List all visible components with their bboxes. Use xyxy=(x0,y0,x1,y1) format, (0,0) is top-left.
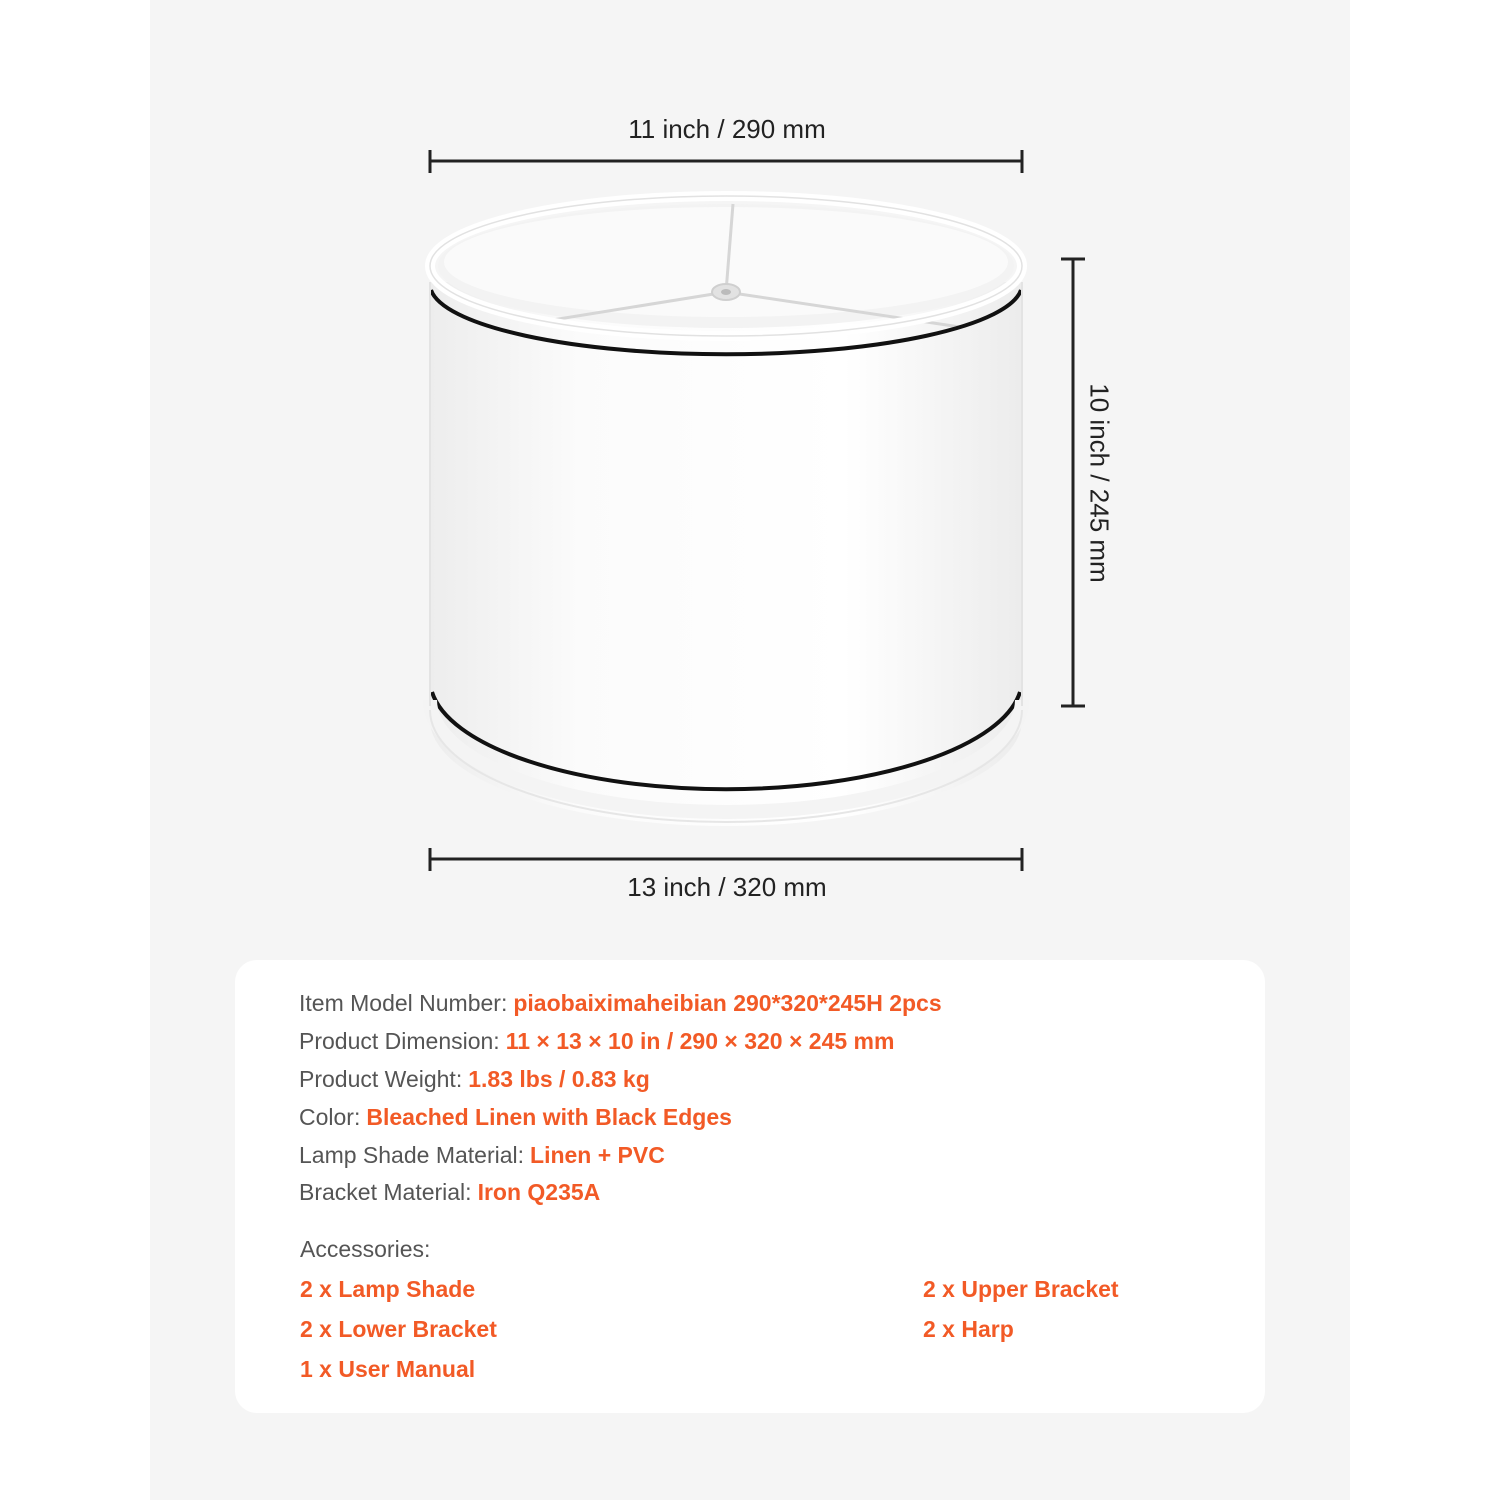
spec-value: Iron Q235A xyxy=(477,1179,601,1205)
spec-color xyxy=(299,1104,732,1131)
top-width-label: 11 inch / 290 mm xyxy=(628,114,826,144)
spec-shade-material xyxy=(299,1142,665,1169)
accessory-item: 2 x Lamp Shade xyxy=(300,1276,476,1302)
accessories-title: Accessories: xyxy=(300,1236,431,1262)
spec-model-number xyxy=(299,990,942,1017)
spec-label: Product Weight: xyxy=(299,1066,463,1092)
spec-product-weight xyxy=(299,1066,650,1093)
spec-value: piaobaiximaheibian 290*320*245H 2pcs xyxy=(513,990,942,1016)
spec-value: Bleached Linen with Black Edges xyxy=(366,1104,732,1130)
spec-value: 11 × 13 × 10 in / 290 × 320 × 245 mm xyxy=(505,1028,895,1054)
spec-label: Product Dimension: xyxy=(299,1028,500,1054)
bottom-width-label: 13 inch / 320 mm xyxy=(627,872,827,902)
spec-product-dimension xyxy=(299,1028,894,1055)
accessory-item: 2 x Harp xyxy=(923,1316,1014,1342)
accessory-item: 1 x User Manual xyxy=(300,1356,476,1382)
accessory-item: 2 x Upper Bracket xyxy=(923,1276,1119,1302)
spec-label: Color: xyxy=(299,1104,361,1130)
spec-bracket-material xyxy=(299,1179,600,1206)
spec-value: 1.83 lbs / 0.83 kg xyxy=(468,1066,650,1092)
spec-label: Bracket Material: xyxy=(299,1179,472,1205)
spec-label: Lamp Shade Material: xyxy=(299,1142,525,1168)
lamp-shade-body xyxy=(430,196,1022,826)
height-label: 10 inch / 245 mm xyxy=(1084,383,1115,583)
spec-value: Linen + PVC xyxy=(530,1142,665,1168)
top-dimension-line xyxy=(430,150,1022,173)
accessory-item: 2 x Lower Bracket xyxy=(300,1316,497,1342)
height-dimension-line xyxy=(1061,259,1085,706)
bottom-dimension-line xyxy=(430,848,1022,871)
spec-label: Item Model Number: xyxy=(299,990,508,1016)
